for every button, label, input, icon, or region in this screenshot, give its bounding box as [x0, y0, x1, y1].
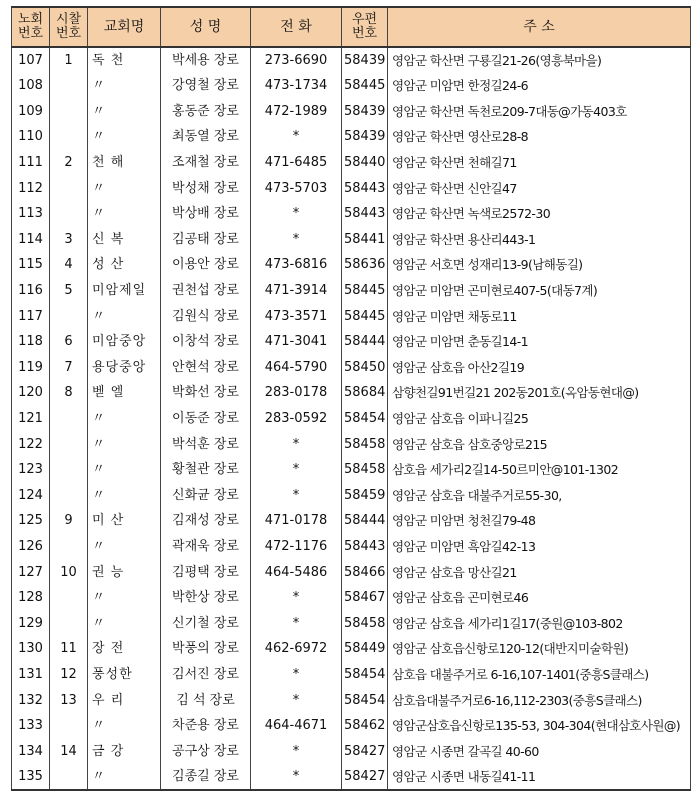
row-zip: 58441 — [342, 227, 388, 253]
table-row — [12, 585, 691, 611]
row-church: 천 해 — [88, 150, 161, 176]
row-number: 130 — [12, 636, 50, 662]
row-number: 115 — [12, 252, 50, 278]
row-number: 107 — [12, 47, 50, 73]
row-church: 권 능 — [88, 559, 161, 585]
row-zip: 58445 — [342, 278, 388, 304]
row-name: 신화균 장로 — [161, 483, 251, 509]
row-address: 영암군 미암면 청천길79-48 — [388, 508, 691, 534]
row-church: 금 강 — [88, 738, 161, 764]
row-name: 권천섭 장로 — [161, 278, 251, 304]
row-number: 116 — [12, 278, 50, 304]
table-row — [12, 508, 691, 534]
row-phone: * — [251, 431, 342, 457]
row-church: 미암제일 — [88, 278, 161, 304]
row-address: 영암군 학산면 신안길47 — [388, 175, 691, 201]
row-district: 13 — [50, 687, 88, 713]
row-address: 영암군 학산면 구룡길21-26(영흥북마을) — [388, 47, 691, 73]
row-church: 〃 — [88, 713, 161, 739]
table-row — [12, 124, 691, 150]
row-address: 영암군 삼호읍 대불주거로55-30, — [388, 483, 691, 509]
row-number: 110 — [12, 124, 50, 150]
row-address: 삼호읍 세가리2길14-50르미안@101-1302 — [388, 457, 691, 483]
table-row — [12, 406, 691, 432]
row-district — [50, 73, 88, 99]
row-name: 이용안 장로 — [161, 252, 251, 278]
row-zip: 58444 — [342, 329, 388, 355]
row-phone: * — [251, 687, 342, 713]
row-church: 〃 — [88, 124, 161, 150]
row-district: 6 — [50, 329, 88, 355]
row-address: 영암군 삼호읍 곤미현로46 — [388, 585, 691, 611]
row-number: 108 — [12, 73, 50, 99]
row-address: 영암군 삼호읍 아산2길19 — [388, 355, 691, 381]
row-phone: 471-3914 — [251, 278, 342, 304]
row-name: 신기철 장로 — [161, 610, 251, 636]
row-address: 영암군 삼호읍 망산길21 — [388, 559, 691, 585]
header-phone: 전 화 — [251, 7, 342, 47]
row-number: 121 — [12, 406, 50, 432]
row-church: 벧 엘 — [88, 380, 161, 406]
row-phone: * — [251, 610, 342, 636]
row-church: 〃 — [88, 483, 161, 509]
row-zip: 58427 — [342, 764, 388, 790]
row-address: 영암군 삼호읍 세가리1길17(중원@103-802 — [388, 610, 691, 636]
row-district — [50, 713, 88, 739]
row-zip: 58444 — [342, 508, 388, 534]
table-row — [12, 559, 691, 585]
table-header — [12, 7, 691, 47]
table-row — [12, 303, 691, 329]
table-row — [12, 431, 691, 457]
row-name: 박상배 장로 — [161, 201, 251, 227]
row-district: 10 — [50, 559, 88, 585]
row-phone: 283-0178 — [251, 380, 342, 406]
row-name: 김원식 장로 — [161, 303, 251, 329]
row-church: 장 전 — [88, 636, 161, 662]
row-zip: 58459 — [342, 483, 388, 509]
row-address: 영암군 삼호읍신항로120-12(대반지미술학원) — [388, 636, 691, 662]
row-name: 차준용 장로 — [161, 713, 251, 739]
row-name: 곽재욱 장로 — [161, 534, 251, 560]
row-number: 129 — [12, 610, 50, 636]
header-church-name: 교회명 — [88, 7, 161, 47]
table-row — [12, 329, 691, 355]
table-row — [12, 73, 691, 99]
row-address: 영암군 삼호읍 삼호중앙로215 — [388, 431, 691, 457]
row-church: 미 산 — [88, 508, 161, 534]
row-address: 영암군 미암면 흑암길42-13 — [388, 534, 691, 560]
row-phone: * — [251, 201, 342, 227]
row-name: 안현석 장로 — [161, 355, 251, 381]
row-phone: * — [251, 124, 342, 150]
row-number: 113 — [12, 201, 50, 227]
table-row — [12, 534, 691, 560]
row-number: 133 — [12, 713, 50, 739]
row-church: 〃 — [88, 457, 161, 483]
row-address: 영암군 미암면 곤미현로407-5(대동7계) — [388, 278, 691, 304]
row-number: 134 — [12, 738, 50, 764]
row-name: 김평택 장로 — [161, 559, 251, 585]
table-row — [12, 610, 691, 636]
row-name: 박세용 장로 — [161, 47, 251, 73]
table-row — [12, 201, 691, 227]
row-zip: 58427 — [342, 738, 388, 764]
row-zip: 58449 — [342, 636, 388, 662]
row-zip: 58458 — [342, 610, 388, 636]
row-zip: 58439 — [342, 124, 388, 150]
row-church: 〃 — [88, 175, 161, 201]
row-district: 12 — [50, 662, 88, 688]
table-row — [12, 175, 691, 201]
row-zip: 58458 — [342, 431, 388, 457]
row-district: 4 — [50, 252, 88, 278]
row-district — [50, 406, 88, 432]
row-zip: 58467 — [342, 585, 388, 611]
header-address: 주 소 — [388, 7, 691, 47]
row-address: 영암군 삼호읍 이파니길25 — [388, 406, 691, 432]
row-phone: * — [251, 764, 342, 790]
row-church: 〃 — [88, 431, 161, 457]
header-presbytery-number: 노회 번호 — [12, 7, 50, 47]
row-name: 이창석 장로 — [161, 329, 251, 355]
row-church: 〃 — [88, 610, 161, 636]
row-number: 127 — [12, 559, 50, 585]
row-church: 미암중앙 — [88, 329, 161, 355]
table-row — [12, 713, 691, 739]
row-name: 황철관 장로 — [161, 457, 251, 483]
row-address: 영암군 학산면 천해길71 — [388, 150, 691, 176]
row-phone: 464-4671 — [251, 713, 342, 739]
row-phone: 472-1176 — [251, 534, 342, 560]
row-district — [50, 175, 88, 201]
row-name: 박석훈 장로 — [161, 431, 251, 457]
row-phone: 273-6690 — [251, 47, 342, 73]
row-district: 1 — [50, 47, 88, 73]
row-zip: 58439 — [342, 99, 388, 125]
row-church: 우 리 — [88, 687, 161, 713]
row-name: 김재성 장로 — [161, 508, 251, 534]
row-zip: 58636 — [342, 252, 388, 278]
row-number: 128 — [12, 585, 50, 611]
row-address: 영암군 학산면 영산로28-8 — [388, 124, 691, 150]
row-district — [50, 534, 88, 560]
row-name: 김 석 장로 — [161, 687, 251, 713]
row-district — [50, 585, 88, 611]
row-church: 〃 — [88, 303, 161, 329]
row-zip: 58454 — [342, 662, 388, 688]
row-zip: 58443 — [342, 201, 388, 227]
row-church: 신 복 — [88, 227, 161, 253]
row-zip: 58445 — [342, 303, 388, 329]
row-number: 120 — [12, 380, 50, 406]
table-row — [12, 764, 691, 790]
row-number: 131 — [12, 662, 50, 688]
header-district-number: 시찰 번호 — [50, 7, 88, 47]
header-postal-code: 우편 번호 — [342, 7, 388, 47]
row-church: 〃 — [88, 534, 161, 560]
row-phone: 471-0178 — [251, 508, 342, 534]
row-church: 〃 — [88, 764, 161, 790]
table-row — [12, 687, 691, 713]
row-name: 이동준 장로 — [161, 406, 251, 432]
row-name: 박화선 장로 — [161, 380, 251, 406]
row-name: 박성채 장로 — [161, 175, 251, 201]
table-row — [12, 355, 691, 381]
row-zip: 58684 — [342, 380, 388, 406]
row-district — [50, 431, 88, 457]
row-phone: 471-3041 — [251, 329, 342, 355]
table-row — [12, 738, 691, 764]
row-name: 박풍의 장로 — [161, 636, 251, 662]
row-church: 〃 — [88, 73, 161, 99]
row-church: 〃 — [88, 585, 161, 611]
row-number: 124 — [12, 483, 50, 509]
row-zip: 58466 — [342, 559, 388, 585]
row-number: 109 — [12, 99, 50, 125]
row-district — [50, 303, 88, 329]
row-church: 독 천 — [88, 47, 161, 73]
row-church: 〃 — [88, 99, 161, 125]
row-number: 119 — [12, 355, 50, 381]
table-row — [12, 278, 691, 304]
row-phone: * — [251, 227, 342, 253]
row-number: 125 — [12, 508, 50, 534]
row-zip: 58454 — [342, 406, 388, 432]
row-name: 김공태 장로 — [161, 227, 251, 253]
table-row — [12, 662, 691, 688]
row-name: 박한상 장로 — [161, 585, 251, 611]
row-district — [50, 201, 88, 227]
row-number: 117 — [12, 303, 50, 329]
table-row — [12, 483, 691, 509]
table-row — [12, 252, 691, 278]
table-row — [12, 150, 691, 176]
row-name: 최동열 장로 — [161, 124, 251, 150]
row-phone: 473-3571 — [251, 303, 342, 329]
header-person-name: 성 명 — [161, 7, 251, 47]
row-zip: 58440 — [342, 150, 388, 176]
row-number: 112 — [12, 175, 50, 201]
row-number: 132 — [12, 687, 50, 713]
row-name: 김종길 장로 — [161, 764, 251, 790]
row-district — [50, 483, 88, 509]
row-phone: 471-6485 — [251, 150, 342, 176]
table-row — [12, 457, 691, 483]
row-phone: 473-6816 — [251, 252, 342, 278]
row-church: 용당중앙 — [88, 355, 161, 381]
row-phone: 283-0592 — [251, 406, 342, 432]
row-district: 2 — [50, 150, 88, 176]
row-district — [50, 124, 88, 150]
table-row — [12, 636, 691, 662]
row-number: 123 — [12, 457, 50, 483]
row-phone: * — [251, 738, 342, 764]
row-name: 공구상 장로 — [161, 738, 251, 764]
row-name: 김서진 장로 — [161, 662, 251, 688]
row-district: 3 — [50, 227, 88, 253]
row-address: 영암군 미암면 한정길24-6 — [388, 73, 691, 99]
row-name: 강영철 장로 — [161, 73, 251, 99]
row-address: 삼호읍대불주거로6-16,112-2303(중흥S클래스) — [388, 687, 691, 713]
row-district: 5 — [50, 278, 88, 304]
table-row — [12, 380, 691, 406]
row-district — [50, 610, 88, 636]
row-district: 7 — [50, 355, 88, 381]
table-row — [12, 47, 691, 73]
row-phone: * — [251, 457, 342, 483]
row-phone: 464-5486 — [251, 559, 342, 585]
row-zip: 58443 — [342, 175, 388, 201]
church-directory-table — [11, 6, 691, 791]
table-body — [12, 47, 691, 790]
row-number: 114 — [12, 227, 50, 253]
row-address: 영암군 학산면 용산리443-1 — [388, 227, 691, 253]
row-address: 영암군 학산면 독천로209-7대동@가동403호 — [388, 99, 691, 125]
row-district: 9 — [50, 508, 88, 534]
row-zip: 58462 — [342, 713, 388, 739]
row-name: 홍동준 장로 — [161, 99, 251, 125]
directory-sheet — [11, 6, 690, 798]
table-row — [12, 227, 691, 253]
row-phone: * — [251, 483, 342, 509]
row-number: 118 — [12, 329, 50, 355]
row-church: 풍성한 — [88, 662, 161, 688]
row-phone: 473-1734 — [251, 73, 342, 99]
row-church: 〃 — [88, 201, 161, 227]
row-phone: * — [251, 585, 342, 611]
row-address: 영암군 미암면 춘동길14-1 — [388, 329, 691, 355]
row-name: 조재철 장로 — [161, 150, 251, 176]
row-address: 영암군 서호면 성재리13-9(남해동길) — [388, 252, 691, 278]
row-number: 122 — [12, 431, 50, 457]
row-number: 111 — [12, 150, 50, 176]
row-address: 삼호읍 대불주거로 6-16,107-1401(중흥S클래스) — [388, 662, 691, 688]
row-district: 8 — [50, 380, 88, 406]
row-phone: 462-6972 — [251, 636, 342, 662]
row-phone: 464-5790 — [251, 355, 342, 381]
row-zip: 58443 — [342, 534, 388, 560]
row-district — [50, 764, 88, 790]
row-district: 14 — [50, 738, 88, 764]
row-address: 삼향천길91번길21 202동201호(옥암동현대@) — [388, 380, 691, 406]
row-address: 영암군 미암면 채동로11 — [388, 303, 691, 329]
row-address: 영암군삼호읍신항로135-53, 304-304(현대삼호사원@) — [388, 713, 691, 739]
row-zip: 58445 — [342, 73, 388, 99]
row-district: 11 — [50, 636, 88, 662]
row-zip: 58454 — [342, 687, 388, 713]
row-phone: * — [251, 662, 342, 688]
row-number: 135 — [12, 764, 50, 790]
row-district — [50, 457, 88, 483]
row-phone: 473-5703 — [251, 175, 342, 201]
row-zip: 58458 — [342, 457, 388, 483]
row-district — [50, 99, 88, 125]
row-address: 영암군 시종면 갈곡길 40-60 — [388, 738, 691, 764]
row-zip: 58439 — [342, 47, 388, 73]
row-address: 영암군 시종면 내동길41-11 — [388, 764, 691, 790]
row-phone: 472-1989 — [251, 99, 342, 125]
row-church: 성 산 — [88, 252, 161, 278]
row-number: 126 — [12, 534, 50, 560]
row-address: 영암군 학산면 녹색로2572-30 — [388, 201, 691, 227]
row-zip: 58450 — [342, 355, 388, 381]
table-row — [12, 99, 691, 125]
row-church: 〃 — [88, 406, 161, 432]
